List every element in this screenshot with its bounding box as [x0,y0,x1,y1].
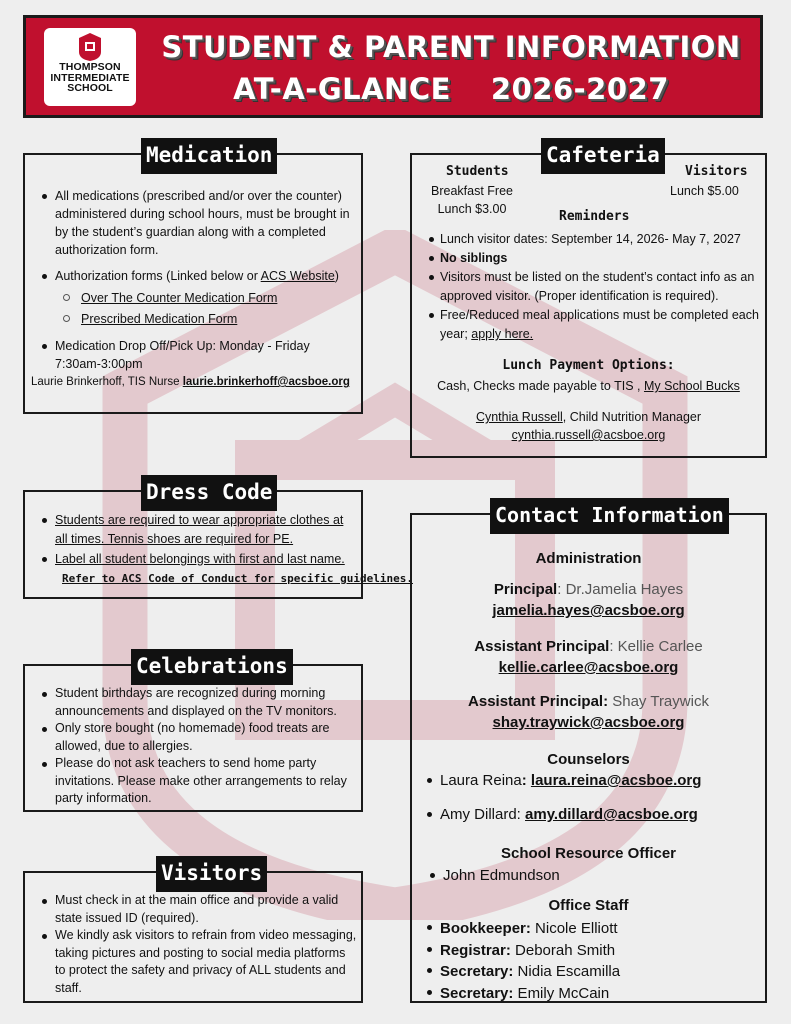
students-breakfast: Breakfast Free [431,184,513,198]
counselors-list [420,771,760,825]
staff-role: Secretary: [440,984,514,1002]
title-at-a-glance: AT-A-GLANCE [233,72,451,106]
celebrations-item-1: Student birthdays are recognized during morning announcements and displayed on the TV monitors. [35,685,357,720]
ap1-email-link[interactable]: kellie.carlee@acsboe.org [498,659,679,676]
code-of-conduct-note[interactable]: Refer to ACS Code of Conduct for specific guidelines. [62,572,413,585]
reminder-2: No siblings [422,249,764,268]
counselors-heading: Counselors [547,751,630,768]
ap1-name: : Kellie Carlee [609,638,703,655]
ap1-line [412,638,765,655]
manager-email-link[interactable]: cynthia.russell@acsboe.org [511,428,666,442]
header-banner [23,15,763,118]
medication-list [35,187,357,285]
administration-heading: Administration [535,550,642,567]
counselor-1: Laura Reina: laura.reina@acsboe.org [420,771,760,791]
office-staff-list [420,918,760,1004]
counselor-1-email-link[interactable]: laura.reina@acsboe.org [530,772,702,789]
nurse-email-link[interactable]: laurie.brinkerhoff@acsboe.org [182,376,350,388]
staff-registrar [420,940,760,962]
visitors-item-2: We kindly ask visitors to refrain from video messaging, taking pictures and posting to social media platforms to protect the safety and privacy of ALL students and staff. [35,927,357,997]
logo-text-line2: INTERMEDIATE [50,71,130,84]
reminders-heading: Reminders [559,209,630,224]
medication-section [23,143,363,414]
reminder-3: Visitors must be listed on the student’s contact info as an approved visitor. (Proper identification is required). [422,268,764,306]
principal-email-link[interactable]: jamelia.hayes@acsboe.org [492,602,685,619]
sro-name: John Edmundson [423,866,753,886]
medication-title: Medication [141,138,277,174]
visitors-heading: Visitors [685,164,748,179]
staff-name: Emily McCain [513,984,610,1002]
apply-here-link[interactable]: apply here. [471,327,534,341]
staff-secretary-1 [420,961,760,983]
auth-forms-text: Authorization forms (Linked below or [55,269,261,283]
school-logo [44,28,136,106]
school-crest-icon [77,32,103,62]
dress-code-item-1[interactable]: Students are required to wear appropriate clothes at all times. Tennis shoes are required for PE. [35,511,359,549]
visitors-lunch: Lunch $5.00 [670,184,739,198]
visitors-item-1: Must check in at the main office and provide a valid state issued ID (required). [35,892,357,927]
students-lunch: Lunch $3.00 [437,202,507,216]
staff-name: Nicole Elliott [530,920,618,937]
visitors-title: Visitors [156,856,267,892]
principal-line [412,581,765,598]
staff-role: Secretary: [440,963,514,980]
medication-item-3: Medication Drop Off/Pick Up: Monday - Friday 7:30am-3:00pm [35,337,357,373]
payment-text: Cash, Checks made payable to TIS , [437,379,644,393]
staff-name: Deborah Smith [510,941,616,959]
medication-forms-list [35,288,357,330]
acs-website-link[interactable]: ACS Website [260,269,335,283]
nutrition-manager [412,408,765,426]
nurse-contact [31,376,350,388]
counselor-2-name: Amy Dillard: [440,806,526,823]
staff-role: Registrar: [440,941,511,959]
reminder-1: Lunch visitor dates: September 14, 2026- May 7, 2027 [422,230,764,249]
celebrations-title: Celebrations [131,649,293,685]
sro-list [423,866,753,886]
contact-title: Contact Information [490,498,729,534]
principal-name: : Dr.Jamelia Hayes [557,581,684,598]
auth-forms-suffix: ) [334,269,339,283]
dress-code-item-2[interactable]: Label all student belongings with first and last name. [35,550,359,569]
medication-item-2 [35,267,357,285]
sro-heading: School Resource Officer [500,845,677,862]
ap2-label: Assistant Principal: [468,693,609,710]
contact-section [410,503,767,1003]
reminders-list [422,230,764,344]
school-year: 2026-2027 [490,72,669,106]
manager-name-link[interactable]: Cynthia Russell [475,410,563,424]
dress-code-section [23,480,413,599]
title-line2 [156,68,746,110]
title-line1: STUDENT & PARENT INFORMATION [161,30,741,64]
medication-list-2 [35,337,357,373]
dress-code-list [35,511,359,569]
free-reduced-text: Free/Reduced meal applications must be completed each year; [440,308,759,341]
payment-heading: Lunch Payment Options: [502,358,675,373]
otc-medication-form-link[interactable]: Over The Counter Medication Form [81,291,278,305]
ap2-email-link[interactable]: shay.traywick@acsboe.org [492,714,685,731]
celebrations-list [35,685,357,808]
visitors-section [23,861,363,1003]
logo-text-line1: THOMPSON [59,61,121,73]
celebrations-section [23,654,363,812]
staff-name: Nidia Escamilla [513,963,621,980]
principal-label: Principal [493,581,558,598]
office-staff-heading: Office Staff [548,897,629,914]
students-heading: Students [446,164,509,179]
ap2-name: Shay Traywick [608,693,709,710]
ap2-line [412,693,765,710]
prescribed-medication-form-link[interactable]: Prescribed Medication Form [81,312,238,326]
ap1-label: Assistant Principal [474,638,610,655]
logo-text-line3: SCHOOL [67,82,113,94]
celebrations-item-2: Only store bought (no homemade) food treats are allowed, due to allergies. [35,720,357,755]
counselor-1-name: Laura Reina [440,772,522,789]
my-school-bucks-link[interactable]: My School Bucks [643,379,740,393]
staff-secretary-2 [420,983,760,1005]
page-title [156,26,746,110]
manager-title: , Child Nutrition Manager [562,410,702,424]
form-item-otc [35,288,357,309]
medication-item-1: All medications (prescribed and/or over the counter) administered during school hours, must be brought in by the student’s guardian along with a completed authorization form. [35,187,357,259]
counselor-2-email-link[interactable]: amy.dillard@acsboe.org [525,806,698,823]
reminder-4 [422,306,764,344]
payment-options [412,377,765,395]
counselor-2 [420,805,760,825]
staff-bookkeeper [420,918,760,940]
form-item-rx [35,309,357,330]
nurse-name: Laurie Brinkerhoff, TIS Nurse [31,376,180,388]
dress-code-title: Dress Code [141,475,277,511]
cafeteria-title: Cafeteria [541,138,665,174]
visitors-list [35,892,357,997]
cafeteria-section [410,143,767,458]
celebrations-item-3: Please do not ask teachers to send home party invitations. Please make other arrangements to relay party information. [35,755,357,808]
staff-role: Bookkeeper: [440,920,531,937]
